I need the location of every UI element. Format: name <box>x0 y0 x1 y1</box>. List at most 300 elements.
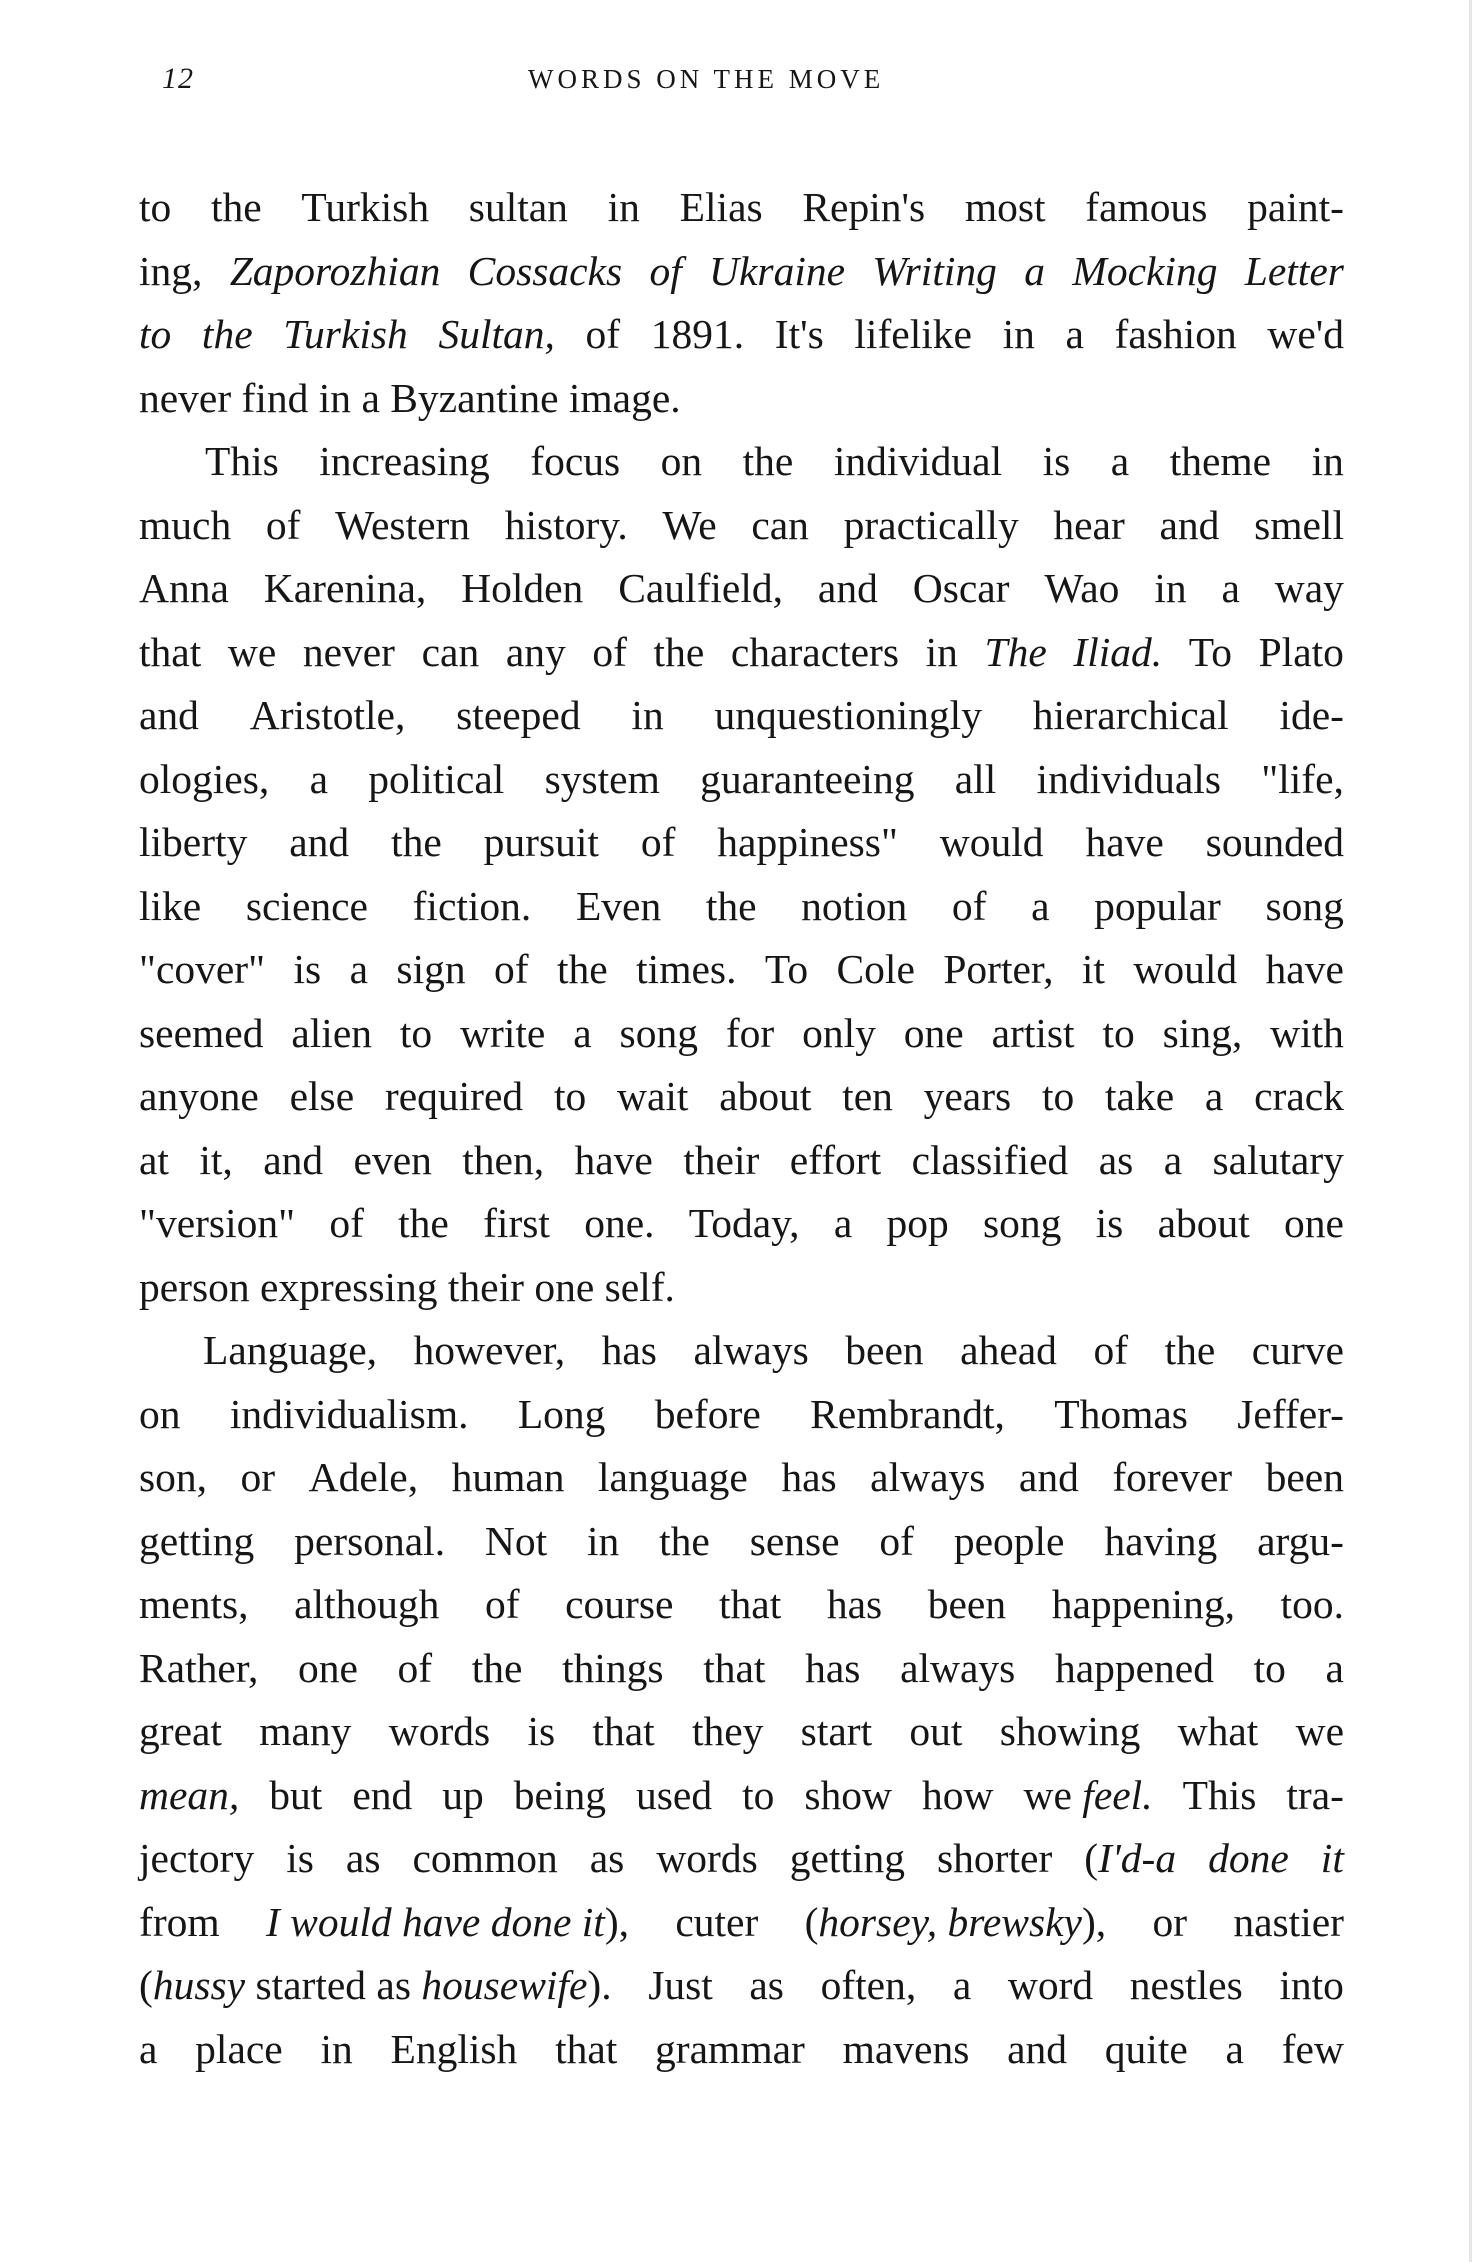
word: unquestioningly <box>714 692 982 738</box>
word: a <box>1221 565 1240 611</box>
word: of <box>951 882 987 929</box>
word: Wao <box>1044 565 1120 611</box>
text-line <box>139 430 1344 494</box>
word: Ukraine <box>709 247 846 294</box>
word: in <box>318 374 352 421</box>
word: up <box>442 1771 484 1818</box>
word: we <box>1295 1708 1344 1754</box>
text-line <box>139 1065 1344 1129</box>
word: Writing <box>872 247 997 294</box>
word: as <box>1098 1136 1134 1183</box>
word: classified <box>911 1136 1069 1183</box>
word: how <box>922 1771 994 1818</box>
word: few <box>1281 2025 1344 2072</box>
word: in <box>631 692 664 738</box>
word: individuals <box>1036 755 1221 802</box>
word: grammar <box>655 2025 805 2072</box>
word: language <box>598 1454 748 1500</box>
word: have <box>1265 946 1344 992</box>
word: in <box>607 184 640 230</box>
word: is <box>293 946 322 992</box>
word: as <box>749 1962 784 2008</box>
word: paint- <box>1247 184 1344 230</box>
word: common <box>412 1835 558 1881</box>
word: anyone <box>139 1073 259 1119</box>
word: is <box>1042 438 1071 484</box>
word: words <box>656 1835 758 1881</box>
word: Long <box>517 1390 606 1437</box>
word: wait <box>616 1073 689 1119</box>
word: end <box>352 1771 413 1818</box>
text-line <box>139 621 1344 685</box>
word: of <box>494 946 529 992</box>
word: ide- <box>1279 692 1344 738</box>
word: a <box>349 946 368 992</box>
word: people <box>953 1517 1065 1564</box>
word: write <box>460 1009 546 1056</box>
word: son, <box>139 1454 208 1500</box>
word: seemed <box>139 1009 264 1056</box>
word: always <box>693 1327 809 1373</box>
word: in <box>1154 565 1187 611</box>
word: (horsey, brewsky), <box>804 1898 1107 1945</box>
word: one <box>1284 1200 1344 1246</box>
word: only <box>802 1009 876 1056</box>
word: a <box>139 2025 158 2072</box>
word: song <box>1265 882 1344 929</box>
text-line <box>139 1446 1344 1510</box>
word: ing, <box>139 247 203 294</box>
word: and <box>817 565 878 611</box>
word: their <box>683 1136 760 1183</box>
word: curve <box>1251 1327 1344 1373</box>
word: can <box>421 628 480 675</box>
word: nestles <box>1129 1962 1243 2008</box>
word: song <box>619 1009 698 1056</box>
word: smell <box>1254 501 1344 548</box>
word: before <box>654 1390 761 1437</box>
word: happiness" <box>717 819 898 865</box>
running-head: WORDS ON THE MOVE <box>528 64 885 94</box>
word: in <box>1002 311 1035 357</box>
text-line <box>139 557 1344 621</box>
word: always <box>870 1454 986 1500</box>
word: never <box>302 628 396 675</box>
word: Aristotle, <box>249 692 406 738</box>
word: we'd <box>1267 311 1344 357</box>
word: human <box>451 1454 565 1500</box>
word: years <box>923 1073 1012 1119</box>
word: It's <box>774 311 824 357</box>
word: that <box>139 628 202 675</box>
word: The <box>984 628 1047 675</box>
text-line <box>139 1637 1344 1701</box>
word: individualism. <box>229 1390 469 1437</box>
word: and <box>289 819 350 865</box>
word: to <box>742 1771 775 1818</box>
word: Elias <box>679 184 763 230</box>
word: liberty <box>139 819 248 865</box>
word: Cole <box>836 946 915 992</box>
word: used <box>636 1771 713 1818</box>
word: history. <box>504 501 628 548</box>
word: but <box>269 1771 323 1818</box>
word: has <box>781 1454 837 1500</box>
word: lifelike <box>854 311 972 357</box>
word: "cover" <box>139 946 266 992</box>
word: increasing <box>319 438 490 484</box>
word: artist <box>991 1009 1075 1056</box>
word: a <box>1325 1644 1344 1691</box>
word: has <box>805 1644 861 1691</box>
word: to <box>1102 1009 1135 1056</box>
word: a <box>1065 311 1084 357</box>
word: take <box>1105 1073 1175 1119</box>
word: for <box>725 1009 775 1056</box>
word: what <box>1177 1708 1259 1754</box>
text-line <box>139 875 1344 939</box>
word: Even <box>575 882 662 929</box>
word: guaranteeing <box>700 755 915 802</box>
word: is <box>527 1708 556 1754</box>
word: science <box>245 882 368 929</box>
word: is <box>286 1835 314 1881</box>
word: of <box>265 501 301 548</box>
word: Jeffer- <box>1237 1390 1344 1437</box>
word: Caulfield, <box>618 565 784 611</box>
word: been <box>927 1581 1007 1627</box>
word: being <box>513 1771 606 1818</box>
text-line <box>139 938 1344 1002</box>
word: alien <box>291 1009 372 1056</box>
word: to <box>1253 1644 1286 1691</box>
word: system <box>544 755 660 802</box>
word: English <box>390 2025 518 2072</box>
word: the <box>471 1644 523 1691</box>
word: have <box>574 1136 653 1183</box>
word: we <box>227 628 277 675</box>
page-number: 12 <box>162 62 194 95</box>
word: in <box>587 1517 620 1564</box>
word: song <box>982 1200 1062 1246</box>
word: with <box>1270 1009 1344 1056</box>
word: first <box>483 1200 550 1246</box>
word: to <box>1041 1073 1075 1119</box>
word: Cossacks <box>467 247 623 294</box>
word: argu- <box>1257 1517 1344 1564</box>
text-line <box>139 1319 1344 1383</box>
word: the <box>201 311 253 357</box>
word: always <box>900 1644 1016 1691</box>
word: steeped <box>456 692 581 738</box>
word: and <box>1159 501 1220 548</box>
text-line <box>139 1827 1344 1891</box>
word: the <box>557 946 608 992</box>
word: focus <box>530 438 621 484</box>
word: a <box>1024 247 1045 294</box>
word: of <box>329 1200 364 1246</box>
word: never <box>139 374 232 421</box>
word: characters <box>730 628 900 675</box>
word: pursuit <box>483 819 599 865</box>
word: to <box>399 1009 433 1056</box>
word: forever <box>1112 1454 1233 1500</box>
word: mavens <box>842 2025 970 2072</box>
word: fashion <box>1114 311 1237 357</box>
word: start <box>800 1708 873 1754</box>
word: a <box>1163 1136 1183 1183</box>
word: find <box>241 374 309 421</box>
word: sounded <box>1205 819 1344 865</box>
word: words <box>388 1708 491 1754</box>
word: political <box>368 755 505 802</box>
word: the <box>705 882 757 929</box>
word: a <box>833 1200 853 1246</box>
word: in <box>320 2025 353 2072</box>
word: Holden <box>461 565 584 611</box>
word: happened <box>1054 1644 1214 1691</box>
text-line <box>139 494 1344 558</box>
word: as <box>589 1835 625 1881</box>
word: or <box>1152 1898 1188 1945</box>
word: done <box>1208 1835 1289 1881</box>
word: hear <box>1053 501 1125 548</box>
text-line <box>139 1510 1344 1574</box>
word: Today, <box>688 1200 800 1246</box>
word: in <box>1311 438 1344 484</box>
word: it, <box>199 1136 233 1183</box>
word: required <box>384 1073 524 1119</box>
word: have <box>1085 819 1164 865</box>
word: in <box>925 628 958 675</box>
text-line <box>139 1002 1344 1066</box>
text-line <box>139 811 1344 875</box>
word: been <box>845 1327 924 1373</box>
word: sultan <box>468 184 568 230</box>
word: Mocking <box>1072 247 1218 294</box>
word: although <box>294 1581 440 1627</box>
word: at <box>139 1136 169 1183</box>
word: fiction. <box>412 882 532 929</box>
word: can <box>751 501 809 548</box>
word: the <box>653 628 705 675</box>
word: (I'd-a <box>1084 1835 1177 1881</box>
word: all <box>954 755 997 802</box>
word: having <box>1104 1517 1218 1564</box>
word: the <box>391 819 442 865</box>
word: times. <box>636 946 737 992</box>
word: has <box>826 1581 883 1627</box>
word: popular <box>1094 882 1221 929</box>
word: a <box>573 1009 592 1056</box>
word: pop <box>886 1200 949 1246</box>
word: or <box>240 1454 276 1500</box>
word: any <box>505 628 566 675</box>
word: image. <box>568 374 681 421</box>
word: hierarchical <box>1032 692 1229 738</box>
word: way <box>1274 565 1344 611</box>
word: the <box>742 438 794 484</box>
word: they <box>691 1708 764 1754</box>
word: a <box>952 1962 972 2008</box>
word: Language, <box>203 1327 377 1373</box>
word: many <box>259 1708 352 1754</box>
word: mean, <box>139 1771 240 1818</box>
word: (hussy started as housewife). <box>139 1962 612 2008</box>
word: into <box>1279 1962 1344 2008</box>
word: has <box>601 1327 657 1373</box>
word: Anna <box>139 565 229 611</box>
word: that <box>703 1644 766 1691</box>
word: the <box>1164 1327 1216 1373</box>
word: a <box>361 374 380 421</box>
word: Thomas <box>1054 1390 1188 1437</box>
word: things <box>562 1644 664 1691</box>
text-line <box>139 367 1344 431</box>
word: jectory <box>139 1835 255 1881</box>
word: Porter, <box>943 946 1054 992</box>
text-line <box>139 2018 1344 2082</box>
word: place <box>195 2025 283 2072</box>
word: Turkish <box>283 311 408 357</box>
word: show <box>804 1771 893 1818</box>
word: the <box>398 1200 449 1246</box>
word: Zaporozhian <box>229 247 441 294</box>
body-text <box>139 176 1344 2081</box>
text-line <box>139 176 1344 240</box>
word: would <box>1133 946 1238 992</box>
word: happening, <box>1051 1581 1235 1627</box>
word: This <box>205 438 279 484</box>
word: even <box>353 1136 432 1183</box>
word: practically <box>843 501 1019 548</box>
word: about <box>1157 1200 1250 1246</box>
text-line <box>139 240 1344 304</box>
word: one <box>297 1644 358 1691</box>
word: of <box>1093 1327 1129 1373</box>
word: of <box>484 1581 520 1627</box>
word: of <box>649 247 682 294</box>
word: Oscar <box>912 565 1010 611</box>
word: their <box>447 1263 524 1310</box>
word: out <box>909 1708 963 1754</box>
text-line <box>139 1192 1344 1256</box>
word: salutary <box>1212 1136 1344 1183</box>
word: Just <box>648 1962 713 2008</box>
word: ologies, <box>139 755 270 802</box>
word: Byzantine <box>390 374 559 421</box>
word: and <box>263 1136 324 1183</box>
text-line <box>139 1700 1344 1764</box>
word: famous <box>1085 184 1208 230</box>
word: crack <box>1254 1073 1344 1119</box>
word: expressing <box>260 1263 438 1310</box>
word: a <box>1110 438 1130 484</box>
word: the <box>211 184 262 230</box>
word: quite <box>1104 2025 1188 2072</box>
word: getting <box>789 1835 906 1881</box>
word: it <box>1081 946 1105 992</box>
text-line <box>139 1256 1344 1320</box>
word: that <box>555 2025 618 2072</box>
word: then, <box>462 1136 545 1183</box>
word: is <box>1095 1200 1124 1246</box>
word: of <box>397 1644 433 1691</box>
word: else <box>289 1073 355 1119</box>
word: person <box>139 1263 250 1310</box>
word: on <box>139 1390 181 1437</box>
word: We <box>662 501 717 548</box>
word: Rembrandt, <box>810 1390 1005 1437</box>
word: ten <box>842 1073 893 1119</box>
word: theme <box>1169 438 1272 484</box>
word: like <box>139 882 202 929</box>
word: to <box>139 311 172 357</box>
word: Adele, <box>308 1454 419 1500</box>
text-line <box>139 748 1344 812</box>
text-line <box>139 1764 1344 1828</box>
word: of <box>640 819 676 865</box>
word: much <box>139 501 232 548</box>
word: one <box>903 1009 964 1056</box>
word: This <box>1182 1771 1257 1818</box>
word: however, <box>413 1327 566 1373</box>
word: "version" <box>139 1200 296 1246</box>
word: getting <box>139 1517 255 1564</box>
word: to <box>553 1073 587 1119</box>
word: Iliad. <box>1073 628 1163 675</box>
text-line <box>139 1891 1344 1955</box>
word: and <box>139 692 199 738</box>
text-line <box>139 1129 1344 1193</box>
word: effort <box>789 1136 882 1183</box>
text-line <box>139 1954 1344 2018</box>
word: word <box>1007 1962 1094 2008</box>
word: 1891. <box>650 311 745 357</box>
word: a <box>1204 1073 1224 1119</box>
word: Rather, <box>139 1644 259 1691</box>
word: Sultan, <box>438 311 555 357</box>
word: a <box>1031 882 1050 929</box>
word: and <box>1018 1454 1079 1500</box>
word: Letter <box>1244 247 1344 294</box>
word: Karenina, <box>263 565 427 611</box>
word: sign <box>396 946 466 992</box>
word: Plato <box>1258 628 1344 675</box>
word: Turkish <box>301 184 430 230</box>
word: personal. <box>294 1517 446 1564</box>
word: ahead <box>960 1327 1057 1373</box>
text-line <box>139 303 1344 367</box>
word: we feel. <box>1023 1771 1153 1818</box>
word: to <box>139 184 172 230</box>
word: To <box>1188 628 1232 675</box>
word: Not <box>484 1517 548 1564</box>
word: "life, <box>1261 755 1344 802</box>
word: a <box>1225 2025 1244 2072</box>
word: the <box>659 1517 710 1564</box>
word: too. <box>1280 1581 1344 1627</box>
word: most <box>964 184 1046 230</box>
word: self. <box>604 1263 675 1310</box>
word: been <box>1265 1454 1344 1500</box>
word: from <box>139 1898 220 1945</box>
word: individual <box>833 438 1003 484</box>
word: tra- <box>1286 1771 1344 1818</box>
word: a <box>309 755 328 802</box>
text-line <box>139 684 1344 748</box>
word: of <box>592 628 627 675</box>
